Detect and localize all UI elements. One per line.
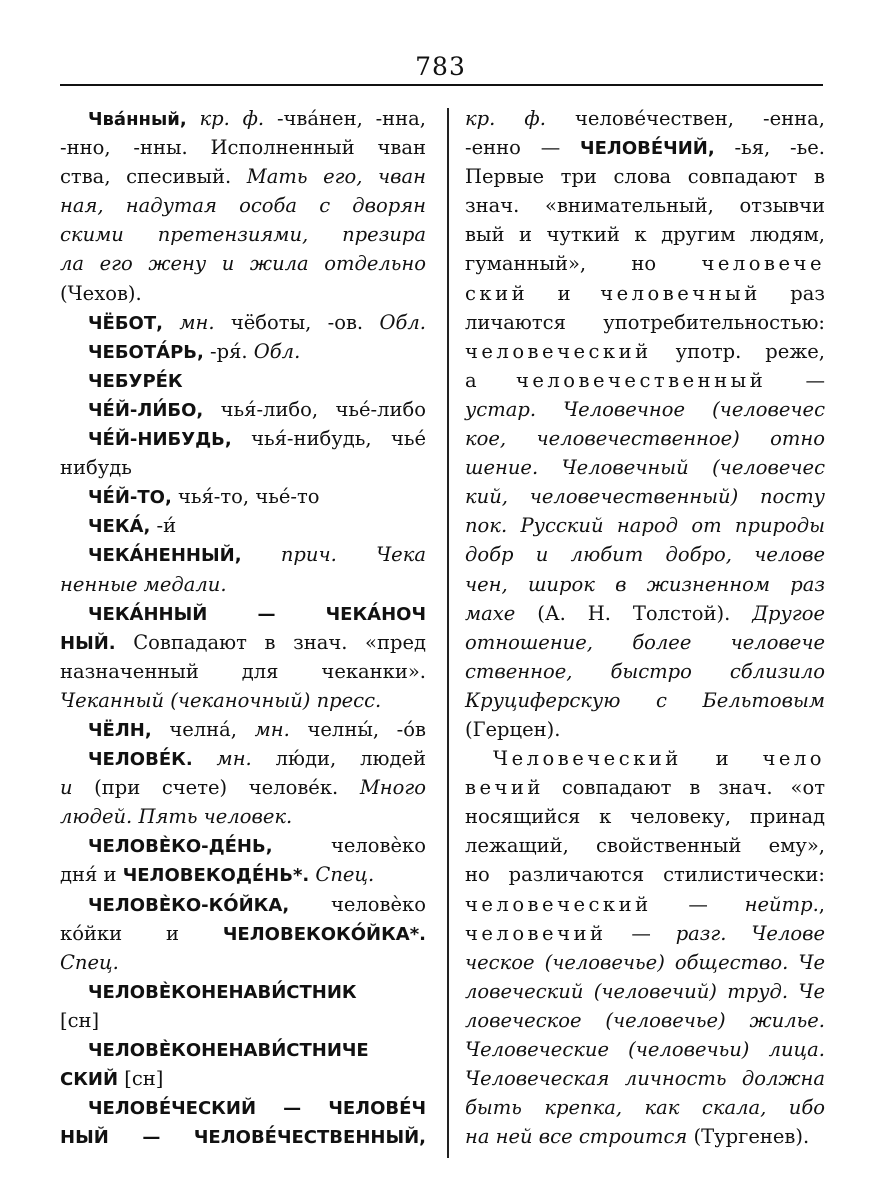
italic-text: кр. ф. (465, 107, 546, 130)
text-run: гуманный», но (465, 252, 702, 276)
text-run: человѐко (289, 892, 426, 916)
text-run: дня́ и (60, 863, 123, 887)
text-line (60, 453, 426, 482)
text-run: вый и чуткий к другим людям, (465, 223, 825, 247)
headword: ЧЕКА́ННЫЙ — ЧЕКА́НОЧ (88, 603, 426, 625)
text-line (60, 715, 426, 744)
headword: ЧЕЛОВЀКОНЕНАВИ́СТНИЧЕ (88, 1040, 369, 1061)
italic-text: Спец. (60, 950, 119, 974)
text-line (465, 1064, 825, 1093)
text-run: челны́, -о́в (289, 717, 426, 741)
text-run: совпадают в знач. «от (543, 776, 825, 800)
text-run: (Тургенев). (687, 1125, 810, 1149)
italic-text: нейтр. (744, 892, 819, 916)
headword: ЧЕЛОВЕКОДЕ́НЬ*. (122, 865, 310, 887)
headword: Чва́нный, (88, 109, 187, 130)
text-line (60, 279, 426, 308)
text-line (60, 1035, 426, 1064)
text-line (60, 831, 426, 860)
text-line (60, 744, 426, 773)
text-line (465, 366, 825, 395)
text-line (60, 1093, 426, 1122)
headword: ЧЕБОТА́РЬ, (88, 341, 204, 363)
text-run: но различаются стилистически: (465, 863, 825, 887)
text-line (465, 133, 825, 162)
headword: ЧЕБУРЕ́К (88, 370, 183, 392)
text-line (465, 511, 825, 540)
headword: ЧЕ́Й-ЛИ́БО, (88, 399, 204, 421)
text-line (60, 890, 426, 919)
text-run: -енно — (465, 136, 581, 160)
text-line (60, 1064, 426, 1093)
text-run: -ря́. (203, 339, 254, 363)
text-run: ства, спесивый. (60, 165, 247, 189)
spaced-text: человеческий (465, 892, 652, 916)
headword: ЧЁЛН, (88, 719, 152, 741)
italic-text: мн. (254, 717, 290, 741)
italic-text: Много (359, 776, 426, 800)
text-run: употр. реже, (651, 339, 825, 363)
text-run: чья́-либо, чье́-либо (203, 397, 426, 421)
text-run: -чва́нен, -нна, (264, 107, 426, 130)
text-line (60, 540, 426, 569)
text-line (465, 773, 825, 802)
italic-text: Спец. (309, 863, 375, 887)
text-line (465, 482, 825, 511)
text-line (465, 424, 825, 453)
text-line (60, 686, 426, 715)
text-run: и (681, 747, 763, 771)
text-run: -ья, -ье. (714, 136, 825, 160)
text-line (60, 657, 426, 686)
text-run: (А. Н. Толстой). (515, 601, 753, 625)
text-line (465, 453, 825, 482)
spaced-text: Человеческий (493, 747, 682, 771)
text-run: — (606, 921, 676, 945)
text-run: челове́чествен, -енна, (545, 107, 825, 130)
text-run: чёботы, -ов. (214, 310, 380, 334)
text-run: а (465, 368, 516, 392)
headword: ЧЕ́Й-НИБУДЬ, (88, 429, 232, 451)
italic-text: кр. ф. (186, 107, 265, 130)
italic-text: Обл. (379, 310, 426, 334)
text-line (60, 599, 426, 628)
headword: ЧЕЛОВЀКОНЕНАВИ́СТНИК (88, 981, 357, 1003)
text-line (465, 628, 825, 657)
text-run: [сн] (118, 1067, 164, 1091)
spaced-text: чело (762, 747, 825, 771)
text-line (60, 628, 426, 657)
text-line (60, 1006, 426, 1035)
headword: ЧЕЛОВЕ́ЧЕСКИЙ — ЧЕЛОВЕ́Ч (88, 1098, 426, 1120)
italic-text: на ней все строится (465, 1125, 688, 1149)
text-run: -нно, -нны. Исполненный чван (60, 136, 426, 160)
text-line (465, 191, 825, 220)
text-line (465, 220, 825, 249)
spaced-text: человечественный (515, 368, 767, 392)
text-line (60, 162, 426, 191)
italic-text: шение. Человечный (человечес (465, 456, 825, 480)
text-line (465, 1006, 825, 1035)
italic-text: скими претензиями, презира (60, 223, 426, 247)
text-run: личаются употребительностью: (465, 310, 825, 334)
text-line (60, 424, 426, 453)
text-line (60, 395, 426, 424)
text-line (465, 279, 825, 308)
header-rule (60, 84, 823, 86)
text-run: (Герцен). (465, 717, 561, 741)
text-line (465, 249, 825, 278)
spaced-text: человечный (600, 281, 761, 305)
italic-text: ная, надутая особа с дворян (60, 194, 426, 218)
text-line (60, 104, 426, 133)
text-run: знач. «внимательный, отзывчи (465, 194, 825, 218)
headword: ЧЕ́Й-ТО, (88, 487, 172, 509)
text-line (465, 162, 825, 191)
text-line (465, 919, 825, 948)
page-number: 783 (415, 52, 466, 81)
italic-text: Человеческие (человечьи) лица. (465, 1038, 825, 1061)
headword: ЧЕЛОВЀКО-ДЕ́НЬ, (88, 836, 273, 858)
text-line (465, 657, 825, 686)
headword: СКИЙ (60, 1069, 119, 1091)
headword: ЧЕЛОВЕКОКО́ЙКА*. (222, 923, 426, 945)
headword: ЧЕЛОВЕ́ЧИЙ, (580, 138, 715, 160)
text-line (465, 686, 825, 715)
text-run: назначенный для чеканки». (60, 659, 426, 683)
headword: НЫЙ — ЧЕЛОВЕ́ЧЕСТВЕННЫЙ, (60, 1127, 426, 1149)
text-run: челна́, (151, 717, 255, 741)
text-line (60, 337, 426, 366)
text-line (465, 1035, 825, 1064)
text-line (60, 220, 426, 249)
italic-text: отношение, более человече (465, 630, 825, 654)
headword: ЧЁБОТ, (88, 312, 163, 334)
text-line (60, 249, 426, 278)
text-line (60, 308, 426, 337)
text-run: — (651, 892, 745, 916)
text-line (465, 715, 825, 744)
italic-text: пок. Русский народ от природы (465, 514, 825, 538)
spaced-text: человече (701, 252, 825, 276)
italic-text: прич. Чека (241, 543, 426, 567)
text-line (465, 308, 825, 337)
italic-text: Человеческая личность должна (465, 1067, 825, 1091)
text-line (465, 890, 825, 919)
text-run: раз (760, 281, 825, 305)
headword: ЧЕКА́, (88, 516, 151, 538)
left-column (60, 104, 426, 1151)
italic-text: ла его жену и жила отдельно (60, 252, 426, 276)
text-line (60, 919, 426, 948)
italic-text: Круциферскую с Бельтовым (465, 688, 825, 712)
italic-text: кое, человечественное) отно (465, 427, 825, 451)
italic-text: быть крепка, как скала, ибо (465, 1096, 825, 1120)
italic-text: людей. Пять человек. (60, 805, 293, 829)
italic-text: кий, человечественный) посту (465, 485, 825, 509)
italic-text: добр и любит добро, челове (465, 543, 825, 567)
spaced-text: человеческий (465, 339, 652, 363)
text-run: Совпадают в знач. «пред (115, 630, 426, 654)
text-run: чья́-то, чье́-то (171, 485, 320, 509)
text-run: человѐко (272, 834, 426, 858)
text-line (465, 599, 825, 628)
headword: ЧЕКА́НЕННЫЙ, (88, 545, 242, 567)
text-line (60, 860, 426, 889)
text-run: нибудь (60, 456, 132, 480)
text-line (465, 1122, 825, 1151)
text-line (60, 366, 426, 395)
text-run: лю́ди, людей (251, 747, 426, 771)
text-run: Первые три слова совпадают в (465, 165, 825, 189)
text-run: чья́-нибудь, чье́ (231, 427, 426, 451)
text-line (465, 540, 825, 569)
text-line (465, 831, 825, 860)
text-line (60, 511, 426, 540)
italic-text: ловеческий (человечий) труд. Че (465, 979, 825, 1003)
text-line (60, 977, 426, 1006)
text-line (60, 191, 426, 220)
text-line (60, 802, 426, 831)
text-line (465, 948, 825, 977)
text-run: лежащий, свойственный ему», (465, 834, 825, 858)
italic-text: и (60, 776, 73, 800)
italic-text: ственное, быстро сблизило (465, 659, 825, 683)
headword: ЧЕЛОВЀКО-КО́ЙКА, (88, 894, 290, 916)
text-line (465, 802, 825, 831)
text-run: — (766, 368, 825, 392)
text-run: ко́йки и (60, 921, 223, 945)
text-line (465, 570, 825, 599)
italic-text: махе (465, 601, 516, 625)
text-line (60, 948, 426, 977)
text-line (465, 860, 825, 889)
italic-text: ловеческое (человечье) жилье. (465, 1008, 825, 1032)
text-run: (при счете) челове́к. (72, 776, 360, 800)
text-line (465, 395, 825, 424)
text-run: -и́ (150, 514, 177, 538)
right-column (465, 104, 825, 1151)
italic-text: Обл. (253, 339, 301, 363)
text-line (465, 977, 825, 1006)
italic-text: Другое (752, 601, 825, 625)
text-line (60, 133, 426, 162)
italic-text: мн. (192, 747, 252, 771)
text-line (465, 104, 825, 133)
italic-text: ненные медали. (60, 572, 227, 596)
italic-text: чен, широк в жизненном раз (465, 572, 825, 596)
text-run: , (818, 892, 825, 916)
italic-text: Чеканный (чеканочный) пресс. (60, 688, 382, 712)
italic-text: Мать его, чван (246, 165, 426, 189)
text-line (465, 1093, 825, 1122)
spaced-text: вечий (465, 776, 544, 800)
text-line (60, 570, 426, 599)
italic-text: ческое (человечье) общество. Че (465, 950, 825, 974)
text-run: (Чехов). (60, 281, 142, 305)
text-line (60, 482, 426, 511)
headword: ЧЕЛОВЕ́К. (88, 749, 193, 771)
spaced-text: человечий (465, 921, 607, 945)
text-line (465, 337, 825, 366)
headword: НЫЙ. (60, 632, 116, 654)
text-line (465, 744, 825, 773)
text-line (60, 1122, 426, 1151)
text-run: носящийся к человеку, принад (465, 805, 825, 829)
column-divider (447, 108, 449, 1158)
italic-text: устар. Человечное (человечес (465, 397, 825, 421)
text-run: [сн] (60, 1008, 100, 1032)
text-line (60, 773, 426, 802)
text-run: и (528, 281, 601, 305)
italic-text: разг. Челове (675, 921, 825, 945)
spaced-text: ский (465, 281, 529, 305)
italic-text: мн. (162, 310, 215, 334)
